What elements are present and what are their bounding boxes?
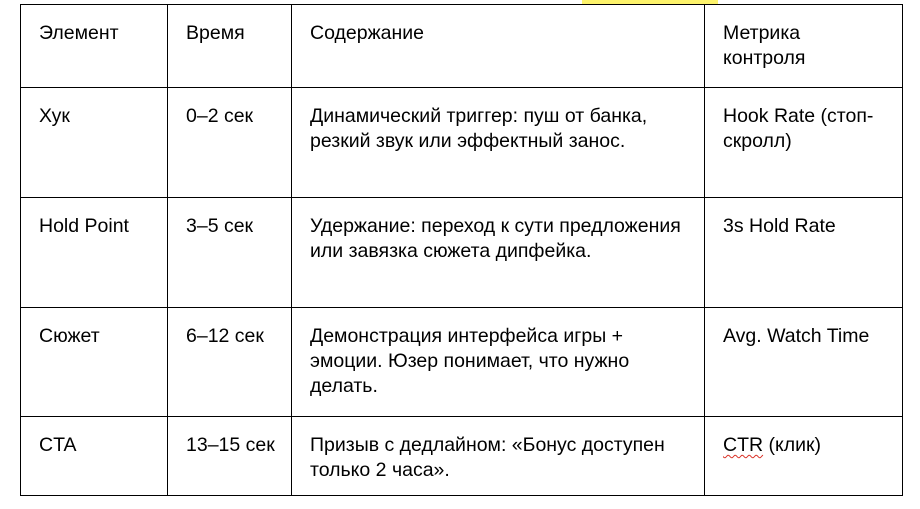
cell-content[interactable]: Призыв с дедлайном: «Бонус доступен только 2 часа». xyxy=(292,417,705,496)
spellcheck-underlined-word: CTR xyxy=(723,434,764,456)
cell-content[interactable]: Динамический триггер: пуш от банка, резкий звук или эффектный занос. xyxy=(292,88,705,198)
cell-metric[interactable]: Hook Rate (стоп-скролл) xyxy=(705,88,903,198)
table-header-row xyxy=(21,5,903,88)
header-cell-time[interactable]: Время xyxy=(168,5,292,88)
header-cell-content[interactable]: Содержание xyxy=(292,5,705,88)
cell-metric[interactable] xyxy=(705,417,903,496)
cell-element[interactable]: Сюжет xyxy=(21,308,168,417)
cell-content[interactable]: Демонстрация интерфейса игры + эмоции. Юзер понимает, что нужно делать. xyxy=(292,308,705,417)
cell-metric-rest: (клик) xyxy=(763,434,822,456)
table-row xyxy=(21,417,903,496)
table-row xyxy=(21,198,903,308)
cell-metric[interactable]: Avg. Watch Time xyxy=(705,308,903,417)
cell-metric[interactable]: 3s Hold Rate xyxy=(705,198,903,308)
cell-time[interactable]: 13–15 сек xyxy=(168,417,292,496)
cell-content[interactable]: Удержание: переход к сути предложения или завязка сюжета дипфейка. xyxy=(292,198,705,308)
cell-time[interactable]: 3–5 сек xyxy=(168,198,292,308)
table-row xyxy=(21,88,903,198)
header-cell-element[interactable]: Элемент xyxy=(21,5,168,88)
header-cell-metric[interactable]: Метрика контроля xyxy=(705,5,903,88)
cell-time[interactable]: 0–2 сек xyxy=(168,88,292,198)
table-row xyxy=(21,308,903,417)
cell-time[interactable]: 6–12 сек xyxy=(168,308,292,417)
cell-element[interactable]: Hold Point xyxy=(21,198,168,308)
cell-element[interactable]: CTA xyxy=(21,417,168,496)
content-table xyxy=(20,4,903,496)
cell-element[interactable]: Хук xyxy=(21,88,168,198)
